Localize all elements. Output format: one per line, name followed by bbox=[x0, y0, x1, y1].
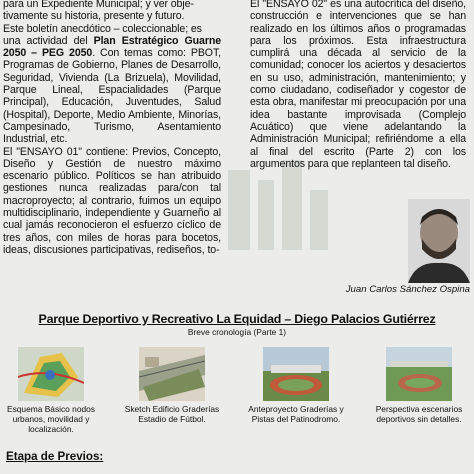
thumbnail-perspective bbox=[364, 347, 474, 424]
left-paragraph-intro: para un Expediente Municipal; y ver obje- tivamente su historia, presente y futuro. Este boletín anecdótico – coleccionable; es una actividad del Plan Estratégico Guarne 2050 – PEG 2050. Con temas como: PBOT, Programas de Gobierno, Planes de Desarrollo, Seguridad, Vivienda (La Brizuela), Movilidad, Parque Lineal, Espacialidades (Parque Principal), Educación, Juventudes, Salud (Hospital), Deporte, Medio Ambiente, Minorías, Campesinado, Turismo, Asentamiento Industrial, etc. bbox=[3, 0, 222, 146]
thumbnail-image bbox=[386, 347, 452, 401]
right-column bbox=[250, 0, 466, 170]
left-paragraph-ensayo-01: El "ENSAYO 01" contiene: Previos, Concepto, Diseño y Gestión de nuestro máximo escenario público. Políticos se han atribuido gestiones nunca realizadas para/con tal macroproyecto; al contrario, fuimos un equipo multidisciplinario, independiente y Guarneño al cual jamás reconocieron el esfuerzo cíclico de tres años, con miles de horas para bocetos, ideas, discusiones participativas, rediseños, to- bbox=[3, 145, 221, 256]
thumbnail-image bbox=[18, 347, 84, 401]
thumbnail-image bbox=[139, 347, 205, 401]
plan-name: Plan Estratégico Guarne 2050 – PEG 2050 bbox=[3, 34, 222, 60]
etapa-heading: Etapa de Previos: bbox=[6, 450, 104, 463]
thumbnail-urban-scheme bbox=[0, 347, 106, 434]
right-paragraph-ensayo-02: El "ENSAYO 02" es una autocrítica del diseño, construcción e intervenciones que se han realizado en los últimos años o programadas para los próximos. Esta infraestructura cumplirá una década al servicio de la comunidad; conocer los aciertos y desaciertos en su uso, administración, mantenimiento; y como ciudadano, codiseñador y cogestor de esta obra, manifestar mi preocupación por una idea bastante improvisada (Complejo Acuático) que viene adelantando la Administración Municipal; refiriéndome a ella al final del escrito (Parte 2) con los argumentos para que replanteen tal diseño. bbox=[250, 0, 466, 170]
author-name: Juan Carlos Sánchez Ospina bbox=[345, 284, 470, 295]
left-column bbox=[3, 0, 221, 256]
thumbnail-caption: Perspectiva escenarios deportivos sin detalles. bbox=[375, 404, 463, 424]
thumbnail-caption: Anteproyecto Graderías y Pistas del Patinodromo. bbox=[248, 404, 344, 424]
thumbnail-stadium-sketch bbox=[117, 347, 227, 424]
section-title: Parque Deportivo y Recreativo La Equidad – Diego Palacios Gutiérrez bbox=[38, 312, 436, 326]
section-subtitle: Breve cronología (Parte 1) bbox=[187, 327, 287, 337]
thumbnail-strip bbox=[0, 347, 474, 443]
thumbnail-caption: Esquema Básico nodos urbanos, movilidad y localización. bbox=[7, 404, 95, 434]
thumbnail-skating-draft bbox=[241, 347, 351, 424]
thumbnail-image bbox=[263, 347, 329, 401]
author-photo bbox=[408, 199, 470, 283]
thumbnail-caption: Sketch Edificio Graderías Estadio de Fútbol. bbox=[124, 404, 220, 424]
